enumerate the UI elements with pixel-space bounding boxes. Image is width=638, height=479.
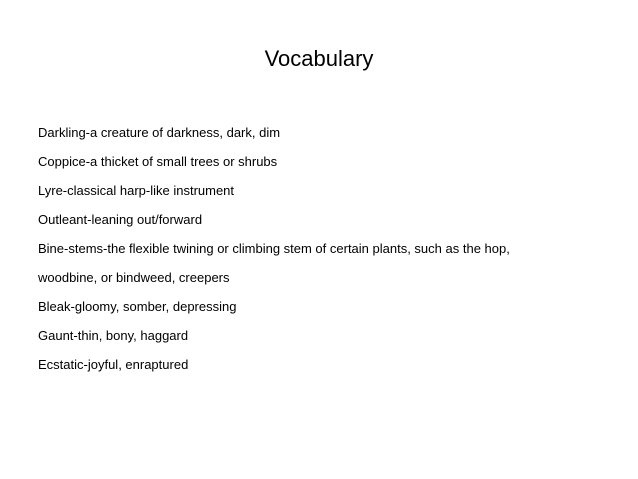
vocabulary-line: Lyre-classical harp-like instrument: [38, 183, 235, 198]
vocabulary-line: Bleak-gloomy, somber, depressing: [38, 299, 237, 314]
vocabulary-line: Ecstatic-joyful, enraptured: [38, 357, 189, 372]
vocabulary-line: Bine-stems-the flexible twining or climbing stem of certain plants, such as the hop,: [38, 241, 510, 256]
vocabulary-list: [38, 118, 608, 379]
vocabulary-line: Coppice-a thicket of small trees or shrubs: [38, 154, 278, 169]
vocabulary-line: Outleant-leaning out/forward: [38, 212, 203, 227]
vocabulary-line: Gaunt-thin, bony, haggard: [38, 328, 189, 343]
vocabulary-line: Darkling-a creature of darkness, dark, dim: [38, 125, 281, 140]
vocabulary-line: woodbine, or bindweed, creepers: [38, 270, 230, 285]
slide-title: Vocabulary: [264, 46, 374, 71]
